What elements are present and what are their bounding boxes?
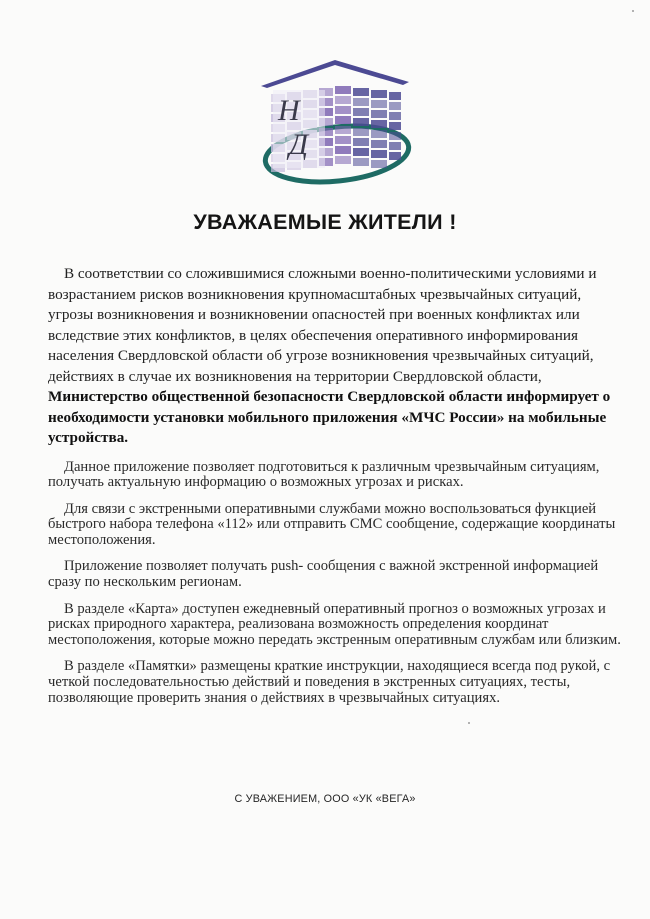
paragraph-map: В разделе «Карта» доступен ежедневный оперативный прогноз о возможных угрозах и рисках природного характера, реализована возможность определения координат местоположения, которые можно передать экстренным оперативным службам или близким. [48, 600, 621, 648]
logo-tile [371, 120, 387, 128]
logo-tile [389, 122, 401, 130]
logo-tile [353, 138, 369, 146]
logo-tile [371, 150, 387, 158]
paragraph-emergency-112: Для связи с экстренными оперативными службами можно воспользоваться функцией быстрого набора телефона «112» или отправить СМС сообщение, содержащие координаты местоположения. [48, 500, 616, 548]
logo-tile [389, 152, 401, 160]
notice-body [48, 264, 626, 706]
logo-tile [335, 136, 351, 144]
logo-tile [335, 106, 351, 114]
intro-paragraph [48, 264, 626, 449]
logo-tile [335, 116, 351, 124]
intro-text: В соответствии со сложившимися сложными военно-политическими условиями и возрастанием рисков возникновения крупномасштабных чрезвычайных ситуаций, угрозы возникновения и возникновении опасностей при военных конфликтах или вследствие этих конфликтов, в целях обеспечения оперативного информирования населения Свердловской области об угрозе возникновения чрезвычайных ситуаций, действиях в случае их возникновения на территории Свердловской области, [48, 265, 597, 385]
logo-tile [353, 88, 369, 96]
logo-tile [389, 92, 401, 100]
intro-bold-text: Министерство общественной безопасности Свердловской области информирует о необходимости установки мобильного приложения «МЧС России» на мобильные устройства. [48, 388, 611, 446]
logo-tile [371, 100, 387, 108]
logo-monogram: Н [278, 94, 300, 127]
scan-speck [632, 10, 634, 12]
logo-tile [371, 140, 387, 148]
logo-tile [371, 160, 387, 168]
logo-tile [335, 86, 351, 94]
logo-tile [371, 130, 387, 138]
logo-tile [353, 98, 369, 106]
logo-tile [353, 118, 369, 126]
logo-tile [389, 102, 401, 110]
closing-signature: С УВАЖЕНИЕМ, ООО «УК «ВЕГА» [234, 793, 416, 805]
logo-tile [335, 156, 351, 164]
logo-tile [353, 128, 369, 136]
paragraph-memos: В разделе «Памятки» размещены краткие инструкции, находящиеся всегда под рукой, с четкой последовательностью действий и поведения в экстренных ситуациях, тесты, позволяющие проверить знания о действиях в чрезвычайных ситуациях. [48, 658, 611, 706]
logo-tile [389, 142, 401, 150]
logo-tile [335, 146, 351, 154]
paragraph-push: Приложение позволяет получать push- сообщения с важной экстренной информацией сразу по нескольким регионам. [48, 558, 599, 591]
logo-tile [371, 110, 387, 118]
notice-heading: УВАЖАЕМЫЕ ЖИТЕЛИ ! [193, 210, 457, 234]
company-logo [253, 58, 413, 192]
logo-tile [353, 148, 369, 156]
logo-tile [353, 108, 369, 116]
logo-tile [335, 126, 351, 134]
logo-tile [389, 132, 401, 140]
logo-tile [335, 96, 351, 104]
logo-tile [371, 90, 387, 98]
scan-speck [468, 722, 470, 724]
logo-tile [353, 158, 369, 166]
paragraph-app-info: Данное приложение позволяет подготовиться к различным чрезвычайным ситуациям, получать актуальную информацию о возможных угрозах и рисках. [48, 458, 600, 491]
logo-tile [389, 112, 401, 120]
svg-text:Д: Д [289, 128, 309, 161]
